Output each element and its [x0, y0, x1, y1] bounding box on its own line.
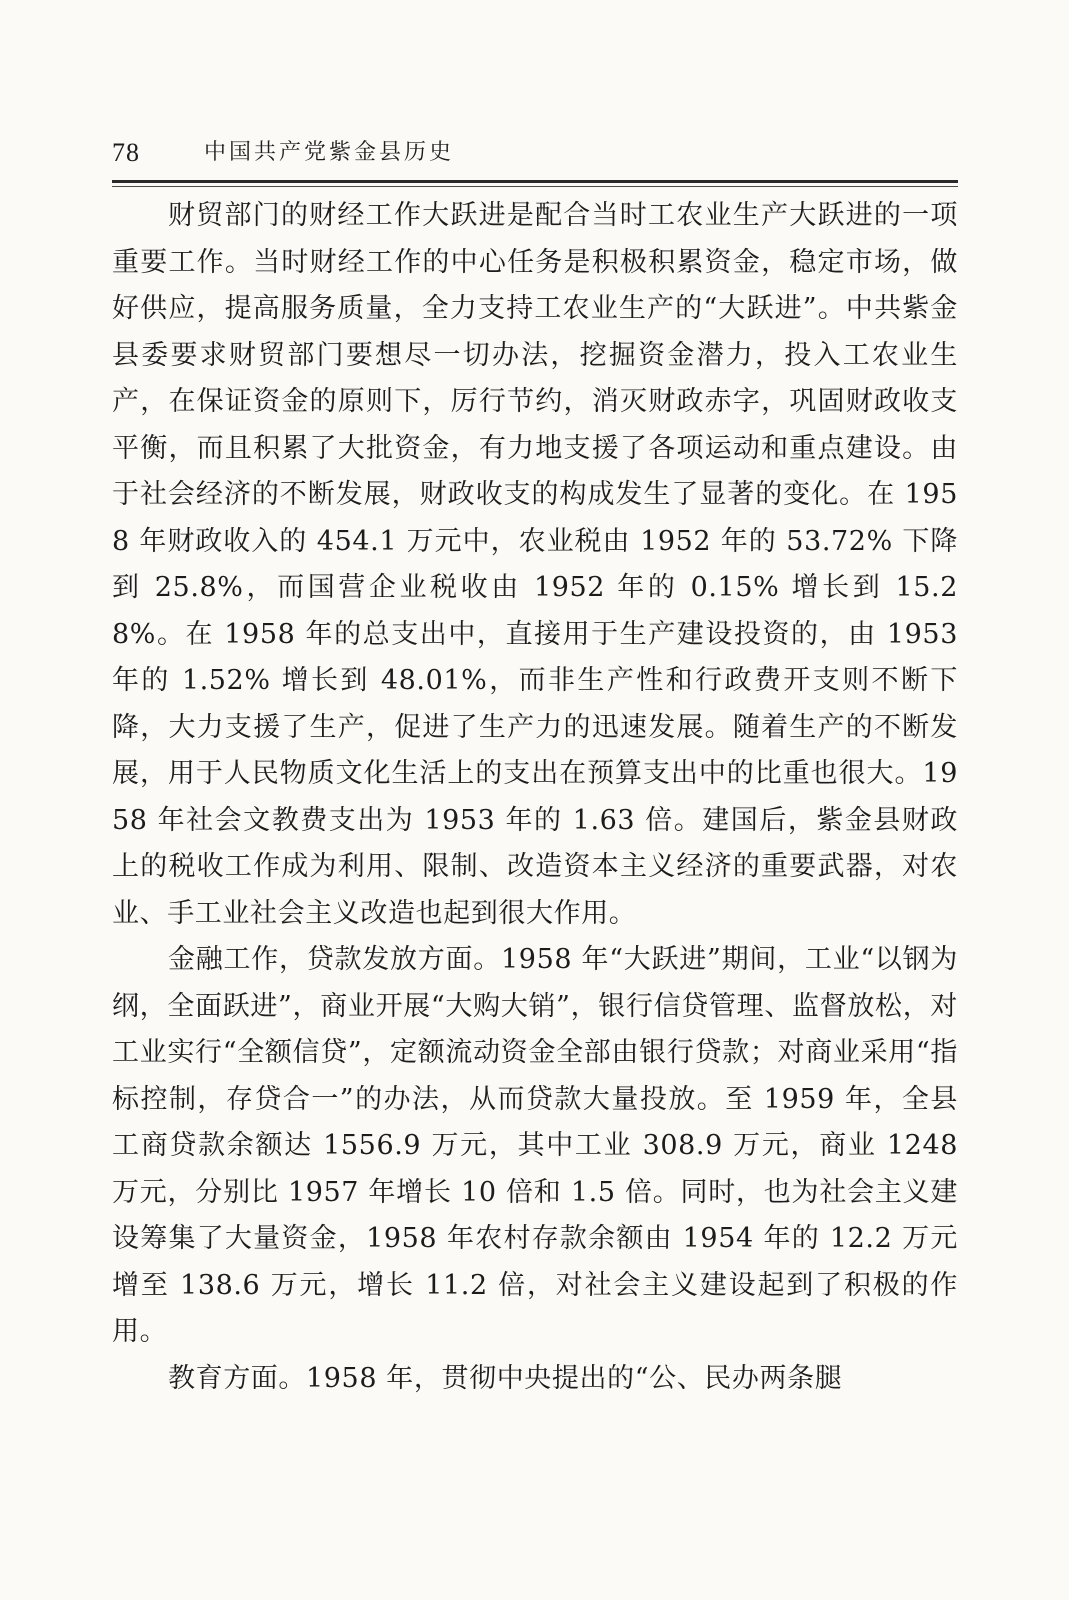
header-rule-thick	[112, 180, 958, 183]
header-rule-thin	[112, 186, 958, 187]
paragraph-banking: 金融工作，贷款发放方面。1958 年“大跃进”期间，工业“以钢为纲，全面跃进”，商业开展“大购大销”，银行信贷管理、监督放松，对工业实行“全额信贷”，定额流动资金全部由银行贷款；对商业采用“指标控制，存贷合一”的办法，从而贷款大量投放。至 1959 年，全县工商贷款余额达 1556.9 万元，其中工业 308.9 万元，商业 1248 万元，分别比 1957 年增长 10 倍和 1.5 倍。同时，也为社会主义建设筹集了大量资金，1958 年农村存款余额由 1954 年的 12.2 万元增至 138.6 万元，增长 11.2 倍，对社会主义建设起到了积极的作用。	[112, 944, 958, 1347]
paragraph-education: 教育方面。1958 年，贯彻中央提出的“公、民办两条腿	[168, 1362, 843, 1394]
body-text	[112, 193, 958, 1402]
page-number: 78	[112, 138, 140, 167]
paragraph-finance-trade: 财贸部门的财经工作大跃进是配合当时工农业生产大跃进的一项重要工作。当时财经工作的中心任务是积极积累资金，稳定市场，做好供应，提高服务质量，全力支持工农业生产的“大跃进”。中共紫金县委要求财贸部门要想尽一切办法，挖掘资金潜力，投入工农业生产，在保证资金的原则下，厉行节约，消灭财政赤字，巩固财政收支平衡，而且积累了大批资金，有力地支援了各项运动和重点建设。由于社会经济的不断发展，财政收支的构成发生了显著的变化。在 1958 年财政收入的 454.1 万元中，农业税由 1952 年的 53.72% 下降到 25.8%，而国营企业税收由 1952 年的 0.15% 增长到 15.28%。在 1958 年的总支出中，直接用于生产建设投资的，由 1953 年的 1.52% 增长到 48.01%，而非生产性和行政费开支则不断下降，大力支援了生产，促进了生产力的迅速发展。随着生产的不断发展，用于人民物质文化生活上的支出在预算支出中的比重也很大。1958 年社会文教费支出为 1953 年的 1.63 倍。建国后，紫金县财政上的税收工作成为利用、限制、改造资本主义经济的重要武器，对农业、手工业社会主义改造也起到很大作用。	[112, 200, 958, 929]
running-title: 中国共产党紫金县历史	[204, 140, 455, 165]
page-header	[112, 136, 958, 176]
